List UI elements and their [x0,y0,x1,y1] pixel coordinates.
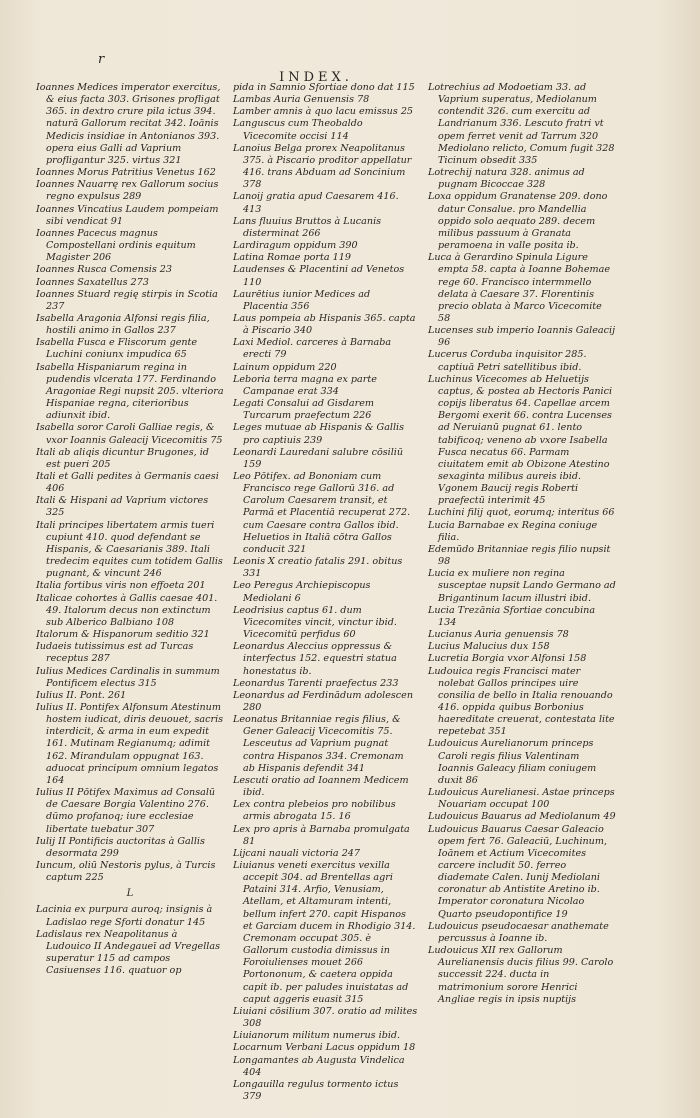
index-entry: Italicae cohortes à Gallis caesae 401. 49. Italorum decus non extinctum sub Alberico Balbiano 108 [36,592,218,628]
index-entry: Lotrechius ad Modoetiam 33. ad Vaprium superatus, Mediolanum contendit 326. cum exercitu ad Landrianum 336. Lescuto fratri vt opem ferret venit ad Tarrum 320 Mediolano relicto, Comum fugit 328 Ticinum obsedit 335 [428,82,615,166]
index-entry: Liuianus veneti exercitus vexilla accepit 304. ad Brentellas agri Pataini 314. Arfio, Venusiam, Atellam, et Altamuram intenti, bellum infert 270. capit Hispanos et Garciam ducem in Rhodigio 314. Cremonam occupat 305. è Gallorum custodia dimissus in Foroiulienses mouet 266 Portononum, & caetera oppida capit ib. per paludes inuistatas ad caput aggeris euasit 315 [233,860,416,1005]
index-entry: Leodrisius captus 61. dum Vicecomites vincit, vinctur ibid. Vicecomitū perfidus 60 [233,604,397,641]
index-entry: Lacinia ex purpura auroq; insignis à Ladislao rege Sforti donatur 145 [36,904,213,928]
index-entry: Lamber amnis à quo lacu emissus 25 [233,106,414,118]
index-entry: Lanoius Belga prorex Neapolitanus 375. à Piscario proditor appellatur 416. trans Abduam ad Soncinium 378 [233,142,412,191]
index-entry: Ludouicus Bauarus ad Mediolanum 49 [428,811,616,823]
index-entry: pida in Samnio Sfortiae dono dat 115 [233,82,415,93]
index-entry: Lucianus Auria genuensis 78 [428,629,569,641]
index-entry: Leonardi Lauredani salubre cōsiliū 159 [233,446,404,470]
index-entry: Lucia Barnabae ex Regina coniuge filia. [428,519,598,543]
index-entry: Lucius Malucius dux 158 [428,641,550,653]
index-entry: Iulius II. Pontifex Alfonsum Atestinum hostem iudicat, diris deuouet, sacris interdicit, & arma in eum expedit 161. Mutinam Regianumq; adimit 162. Mirandulam oppugnat 163. aduocat principum omnium legatos 164 [36,701,224,786]
index-entry: Iudaeis tutissimus est ad Turcas receptus 287 [36,641,194,665]
index-entry: Isabella Aragonia Alfonsi regis filia, hostili animo in Gallos 237 [36,312,210,337]
index-entry: Ioannes Pacecus magnus Compostellani ordinis equitum Magister 206 [36,227,196,264]
index-entry: Ioannes Rusca Comensis 23 [36,264,173,276]
index-entry: Ludouica regis Francisci mater nolebat Gallos principes uire consilia de bello in Italia renouando 416. oppida quibus Borbonius haereditate creuerat, contestata lite repetebat 351 [428,665,615,738]
index-entry: Lucia ex muliere non regina susceptae nupsit Lando Germano ad Brigantinum lacum illustri ibid. [428,568,616,604]
index-entry: Iulius Medices Cardinalis in summum Pontificem electus 315 [36,665,220,689]
index-entry: Laurētius iunior Medices ad Placentia 356 [233,288,371,312]
index-entry: Itali et Galli pedites à Germanis caesi 406 [36,471,219,495]
index-entry: Leonardus Aleccius oppressus & interfectus 152. equestri statua honestatus ib. [233,641,397,677]
index-entry: Itali & Hispani ad Vaprium victores 325 [36,495,209,519]
index-entry: Lucia Trezānia Sfortiae concubina 134 [428,604,596,628]
index-entry: Leo Peregus Archiepiscopus Mediolani 6 [233,580,371,604]
index-entry: Lotrechij natura 328. animus ad pugnam Bicoccae 328 [428,167,585,191]
index-entry: Iulius II Pōtifex Maximus ad Consalū de Caesare Borgia Valentino 276. dūmo profanoq; iure ecclesiae libertate tuebatur 307 [36,787,216,835]
index-entry: Iuncum, oliū Nestoris pylus, à Turcis captum 225 [36,860,216,884]
index-entry: Italorum & Hispanorum seditio 321 [36,629,210,641]
index-entry: Leges mutuae ab Hispanis & Gallis pro captiuis 239 [233,422,405,446]
index-entry: Liuianorum militum numerus ibid. [233,1030,401,1042]
page-mark: r [98,52,105,67]
index-entry: Italia fortibus viris non effoeta 201 [36,580,206,592]
index-entry: Ioannes Saxatellus 273 [36,276,149,288]
index-entry: Isabella Hispaniarum regina in pudendis vlcerata 177. Ferdinando Aragoniae Regi nupsit 205. vlteriora Hispaniae regna, citerioribus adiunxit ibid. [36,361,224,422]
index-entry: Luchinus Vicecomes ab Heluetijs captus, & postea ab Hectoris Panici copijs liberatus 64. Capellae arcem Bergomi exerit 66. contra Lucenses ad Neruianū pugnat 61. lento tabificoq; veneno ab vxore Isabella Fusca necatus 66. Parmam ciuitatem emit ab Obizone Atestino sexaginta milibus aureis ibid. Vgonem Baucij regis Roberti praefectū interimit 45 [428,373,613,507]
index-entry: Ioannes Morus Patritius Venetus 162 [36,167,216,179]
index-entry: Leonardus Tarenti praefectus 233 [233,677,399,689]
index-entry: Laus pompeia ab Hispanis 365. capta à Piscario 340 [233,312,416,337]
letter-heading: L [126,888,134,900]
index-entry: Isabella soror Caroli Galliae regis, & vxor Ioannis Galeacij Vicecomitis 75 [36,422,223,446]
index-entry: Ludouicus Bauarus Caesar Galeacio opem fert 76. Galeaciū, Luchinum, Ioānem et Actium Vicecomites carcere includit 50. ferreo diademate Calen. Iunij Mediolani coronatur ab Antistite Aretino ib. Imperator coronatura Nicolao Quarto pseudopontifice 19 [428,823,608,920]
index-entry: Longamantes ab Augusta Vindelica 404 [233,1054,405,1078]
index-entry: Lardiragum oppidum 390 [233,240,358,252]
index-entry: Edemūdo Britanniae regis filio nupsit 98 [428,543,611,568]
index-entry: Liuiani cōsilium 307. oratio ad milites 308 [233,1005,418,1030]
index-entry: Leonis X creatio fatalis 291. obitus 331 [233,556,403,580]
index-entry: Lex pro apris à Barnaba promulgata 81 [233,823,410,847]
index-column-2 [233,82,418,1103]
index-entry: Lex contra plebeios pro nobilibus armis abrogata 15. 16 [233,799,396,823]
index-entry: Longauilla regulus tormento ictus 379 [233,1078,399,1102]
index-entry: Ioannes Nauarrę rex Gallorum socius regno expulsus 289 [36,179,219,203]
index-entry: Isabella Fusca e Fliscorum gente Luchini coniunx impudica 65 [36,337,198,361]
index-entry: Luca à Gerardino Spinula Ligure empta 58. capta à Ioanne Bohemae rege 60. Francisco intermmello delata à Caesare 37. Florentinis precio oblata à Marco Vicecomite 58 [428,252,611,324]
index-entry: Ludouicus Aurelianesi. Astae princeps Nouariam occupat 100 [428,787,615,811]
page-title: INDEX. [279,70,353,85]
index-column-3 [428,82,616,1006]
index-entry: Laudenses & Placentini ad Venetos 110 [233,264,405,288]
index-entry: Ludouicus XII rex Gallorum Aurelianensis ducis filius 99. Carolo successit 224. ducta in matrimonium sorore Henrici Angliae regis in ipsis nuptijs [428,945,614,1005]
index-entry: Lans fluuius Bruttos à Lucanis disterminat 266 [233,215,382,239]
index-entry: Leboria terra magna ex parte Campanae erat 334 [233,373,377,397]
index-entry: Lucenses sub imperio Ioannis Galeacij 96 [428,325,616,349]
index-entry: Leonardus ad Ferdinādum adolescen 280 [233,689,414,713]
index-entry: Ioannes Stuard regię stirpis in Scotia 237 [36,288,218,312]
index-entry: Lucerus Corduba inquisitor 285. captiuā Petri satellitibus ibid. [428,349,587,373]
index-entry: Lanoij gratia apud Caesarem 416. 413 [233,191,399,215]
index-entry: Iulij II Pontificis auctoritas à Gallis desormata 299 [36,835,205,859]
index-entry: Itali principes libertatem armis tueri cupiunt 410. quod defendant se Hispanis, & Caesarianis 389. Itali tredecim equites cum totidem Gallis pugnant, & vincunt 246 [36,519,223,580]
index-column-1 [36,82,224,977]
index-entry: Leonatus Britanniae regis filius, & Gener Galeacij Vicecomitis 75. Lesceutus ad Vaprium pugnat contra Hispanos 334. Cremonam ab Hispanis defendit 341 [233,714,404,774]
index-entry: Ludouicus pseudocaesar anathemate percussus à Ioanne ib. [428,920,609,944]
index-entry: Lijcani nauali victoria 247 [233,847,361,859]
index-entry: Ludouicus Aurelianorum princeps Caroli regis filius Valentinam Ioannis Galeacy filiam coniugem duxit 86 [428,738,597,786]
index-entry: Languscus cum Theobaldo Vicecomite occisi 114 [233,118,363,142]
index-entry: Legati Consalui ad Gisdarem Turcarum praefectum 226 [233,398,374,422]
index-entry: Locarnum Verbani Lacus oppidum 18 [233,1042,416,1054]
index-entry: Lainum oppidum 220 [233,361,337,373]
index-entry: Lambas Auria Genuensis 78 [233,94,370,106]
index-entry: Ladislaus rex Neapolitanus à Ludouico II Andegaueī ad Vregellas superatur 115 ad campos Casiuenses 116. quatuor op [36,928,221,977]
index-entry: Lucretia Borgia vxor Alfonsi 158 [428,653,587,665]
index-entry: Lescuti oratio ad Ioannem Medicem ibid. [233,774,409,799]
index-entry: Loxa oppidum Granatense 209. dono datur Consalue. pro Mandellia oppido solo aequato 289. decem milibus passuum à Granata peramoena in valle posita ib. [428,191,608,252]
index-entry: Leo Pōtifex. ad Bononiam cum Francisco rege Gallorū 316. ad Carolum Caesarem transit, et Parmā et Placentiā recuperat 272. cum Caesare contra Gallos ibid. Heluetios in Italiā cōtra Gallos conducit 321 [233,471,411,555]
index-entry: Latina Romae porta 119 [233,252,351,264]
index-entry: Ioannes Medices imperator exercitus, & eius facta 303. Grisones profligat 365. in dextro crure pila ictus 394. naturā Gallorum recitat 342. Ioānis Medicis insidiae in Antonianos 393. opera eius Galli ad Vaprium profligantur 325. virtus 321 [36,82,221,166]
index-entry: Itali ab aliqis dicuntur Brugones, id est pueri 205 [36,446,209,470]
index-entry: Luchini filij quot, eorumq; interitus 66 [428,507,615,519]
index-entry: Ioannes Vincatius Laudem pompeiam sibi vendicat 91 [36,203,219,227]
index-entry: Iulius II. Pont. 261 [36,689,127,701]
index-entry: Laxi Mediol. carceres à Barnaba erecti 79 [233,337,392,361]
